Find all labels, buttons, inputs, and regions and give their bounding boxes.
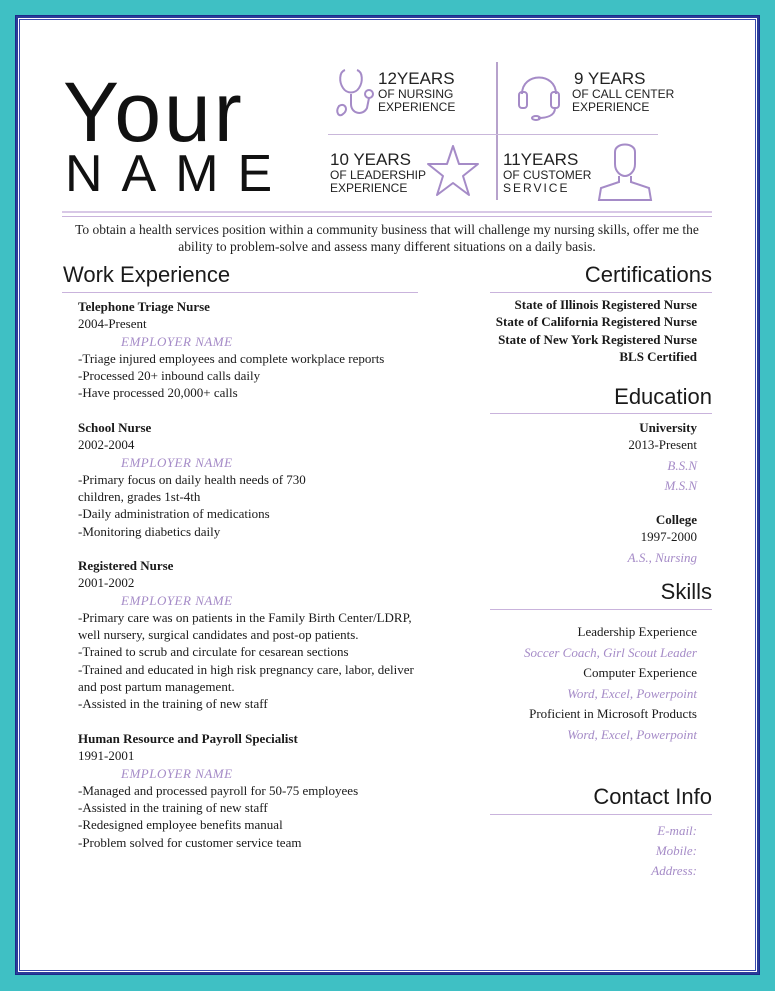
certifications-rule xyxy=(490,292,712,293)
education-list xyxy=(628,419,697,566)
skill-detail: Soccer Coach, Girl Scout Leader xyxy=(524,644,697,660)
job-line: -Daily administration of medications xyxy=(78,506,270,522)
stats-vertical-divider xyxy=(496,62,498,200)
certification-item: BLS Certified xyxy=(619,348,697,364)
job-entry xyxy=(78,298,478,402)
job-dates: 2004-Present xyxy=(78,316,147,332)
certification-item: State of California Registered Nurse xyxy=(495,314,697,330)
job-line: -Processed 20+ inbound calls daily xyxy=(78,368,261,384)
education-school: College xyxy=(655,512,697,528)
certification-item: State of New York Registered Nurse xyxy=(498,331,697,347)
stat-callcenter-line1: OF CALL CENTER xyxy=(572,87,675,101)
star-icon xyxy=(424,142,482,200)
job-employer: EMPLOYER NAME xyxy=(121,592,233,608)
education-degree: M.S.N xyxy=(664,477,697,493)
work-experience-rule xyxy=(62,292,418,293)
stat-nursing-line2: EXPERIENCE xyxy=(378,100,456,114)
job-title: Telephone Triage Nurse xyxy=(78,299,210,314)
contact-address: Address: xyxy=(651,863,697,878)
contact-heading: Contact Info xyxy=(593,784,712,809)
skill-detail: Word, Excel, Powerpoint xyxy=(567,726,697,742)
education-dates: 1997-2000 xyxy=(640,529,697,545)
stat-nursing xyxy=(378,70,455,114)
stat-nursing-years: 12YEARS xyxy=(378,69,455,88)
stat-customer-years: 11YEARS xyxy=(503,150,579,169)
job-employer: EMPLOYER NAME xyxy=(121,333,233,349)
header-rule-top xyxy=(62,211,712,213)
stat-callcenter-years: 9 YEARS xyxy=(574,69,646,88)
education-rule xyxy=(490,413,712,414)
stat-customer-line2: SERVICE xyxy=(503,181,570,195)
contact-rule xyxy=(490,814,712,815)
objective-text: To obtain a health services position within a community business that will challenge my nursing skills, offer me the ability to problem-solve and assess many different situations on a daily basis. xyxy=(75,222,699,254)
job-entry xyxy=(78,419,478,540)
stat-leadership-line2: EXPERIENCE xyxy=(330,181,408,195)
job-dates: 1991-2001 xyxy=(78,748,135,764)
skill-name: Computer Experience xyxy=(583,665,697,680)
skills-list xyxy=(524,622,697,745)
job-employer: EMPLOYER NAME xyxy=(121,765,233,781)
job-line: -Assisted in the training of new staff xyxy=(78,800,268,816)
job-line: -Have processed 20,000+ calls xyxy=(78,385,238,401)
stethoscope-icon xyxy=(335,66,375,122)
stats-horizontal-divider xyxy=(328,134,658,135)
job-dates: 2002-2004 xyxy=(78,437,135,453)
job-title: Registered Nurse xyxy=(78,558,174,573)
certification-item: State of Illinois Registered Nurse xyxy=(514,297,697,312)
job-line: -Primary focus on daily health needs of 730 xyxy=(78,471,306,487)
name-first: Your xyxy=(63,65,245,159)
job-line: -Redesigned employee benefits manual xyxy=(78,817,283,833)
stat-leadership-line1: OF LEADERSHIP xyxy=(330,168,427,182)
job-dates: 2001-2002 xyxy=(78,575,135,591)
education-dates: 2013-Present xyxy=(628,437,697,453)
job-line: children, grades 1st-4th xyxy=(78,489,201,505)
contact-mobile: Mobile: xyxy=(655,843,697,858)
contact-list xyxy=(651,821,697,881)
job-line: and post partum management. xyxy=(78,679,235,695)
skill-name: Leadership Experience xyxy=(577,624,697,639)
certifications-heading: Certifications xyxy=(584,262,712,287)
header-rule-bottom xyxy=(62,216,712,217)
stat-customer xyxy=(503,151,591,195)
headset-icon xyxy=(516,64,562,122)
person-icon xyxy=(593,140,657,202)
name-last: NAME xyxy=(65,145,292,203)
skill-name: Proficient in Microsoft Products xyxy=(529,706,697,721)
stat-leadership xyxy=(330,151,426,195)
job-entry xyxy=(78,557,478,713)
skill-detail: Word, Excel, Powerpoint xyxy=(567,685,697,701)
job-line: -Problem solved for customer service team xyxy=(78,834,302,850)
job-title: School Nurse xyxy=(78,420,152,435)
job-line: -Assisted in the training of new staff xyxy=(78,696,268,712)
stat-callcenter xyxy=(572,70,674,114)
contact-email: E-mail: xyxy=(657,823,697,838)
stat-nursing-line1: OF NURSING xyxy=(378,87,454,101)
stat-leadership-years: 10 YEARS xyxy=(330,150,411,169)
job-title: Human Resource and Payroll Specialist xyxy=(78,731,298,746)
job-employer: EMPLOYER NAME xyxy=(121,454,233,470)
job-line: -Trained and educated in high risk pregnancy care, labor, deliver xyxy=(78,661,414,677)
education-degree: A.S., Nursing xyxy=(627,549,697,565)
skills-heading: Skills xyxy=(660,579,712,604)
job-line: -Triage injured employees and complete workplace reports xyxy=(78,350,385,366)
skills-rule xyxy=(490,609,712,610)
certifications-list xyxy=(496,296,697,365)
job-line: well nursery, surgical candidates and post-op patients. xyxy=(78,627,359,643)
education-degree: B.S.N xyxy=(667,457,697,473)
job-line: -Primary care was on patients in the Family Birth Center/LDRP, xyxy=(78,609,412,625)
education-school: University xyxy=(639,420,697,435)
job-line: -Monitoring diabetics daily xyxy=(78,523,221,539)
education-heading: Education xyxy=(614,384,712,409)
job-line: -Trained to scrub and circulate for cesarean sections xyxy=(78,644,349,660)
stat-callcenter-line2: EXPERIENCE xyxy=(572,100,650,114)
work-experience-heading: Work Experience xyxy=(63,262,231,287)
job-entry xyxy=(78,730,478,851)
stat-customer-line1: OF CUSTOMER xyxy=(503,168,592,182)
job-line: -Managed and processed payroll for 50-75 employees xyxy=(78,782,359,798)
